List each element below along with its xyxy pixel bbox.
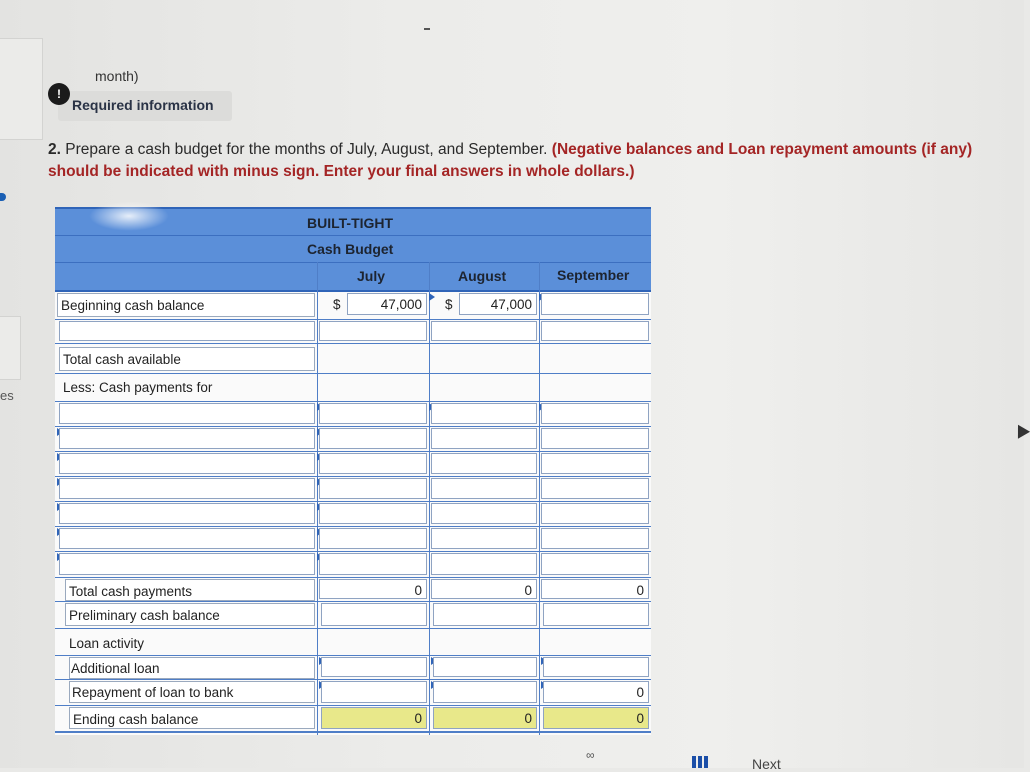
additional-loan-july-input[interactable] [321,657,427,677]
payment-label-input[interactable] [59,453,315,474]
column-july: July [357,268,386,284]
entry-flag-icon [429,293,435,301]
left-panel-tab-2[interactable] [0,316,21,380]
beginning-cash-label: Beginning cash balance [61,298,205,313]
receipt-july-input[interactable] [319,321,427,341]
table-row [55,319,651,344]
payment-august-input[interactable] [431,403,537,424]
table-row [55,373,651,402]
payment-august-input[interactable] [431,428,537,449]
table-header-title [55,235,651,263]
payment-label-input[interactable] [59,528,315,549]
truncated-previous-text [95,64,139,73]
payment-september-input[interactable] [541,528,649,549]
payment-label-input[interactable] [59,478,315,499]
payment-july-input[interactable] [319,428,427,449]
total-cash-payments-august: 0 [431,579,537,599]
total-cash-available-label: Total cash available [63,352,181,367]
repayment-label: Repayment of loan to bank [72,685,234,700]
instruction-emphasis: (Negative balances and Loan repayment amounts (if any) should be indicated with minus sign. Enter your final answers in whole dollars.) [48,141,973,180]
preliminary-july [321,603,427,626]
ending-cash-august: 0 [433,707,537,729]
beginning-cash-september-input[interactable] [541,293,649,315]
table-row [55,705,651,733]
total-cash-payments-label: Total cash payments [69,584,193,599]
table-row [55,526,651,552]
cash-budget-table [55,207,651,735]
payment-august-input[interactable] [431,503,537,524]
link-icon[interactable]: ∞ [586,748,595,762]
budget-title: Cash Budget [307,241,394,257]
instruction-text [48,139,1024,183]
receipt-september-input[interactable] [541,321,649,341]
payment-july-input[interactable] [319,553,427,575]
left-panel-text: es [0,388,14,403]
payment-august-input[interactable] [431,553,537,575]
ending-cash-july: 0 [321,707,427,729]
table-row [55,501,651,527]
additional-loan-august-input[interactable] [433,657,537,677]
repayment-august-input[interactable] [433,681,537,703]
payment-september-input[interactable] [541,453,649,474]
additional-loan-label: Additional loan [71,661,160,676]
table-row [55,401,651,427]
table-row [55,291,651,320]
table-row [55,577,651,602]
payment-label-input[interactable] [59,553,315,575]
additional-loan-september-input[interactable] [543,657,649,677]
top-mark [424,28,430,30]
ending-cash-balance-label: Ending cash balance [73,712,199,727]
loan-activity-label: Loan activity [69,636,145,651]
payment-july-input[interactable] [319,503,427,524]
payment-label-input[interactable] [59,428,315,449]
table-row [55,601,651,629]
less-cash-payments-label: Less: Cash payments for [63,380,213,395]
total-cash-payments-july: 0 [319,579,427,599]
table-header-company [55,207,651,236]
payment-july-input[interactable] [319,453,427,474]
payment-july-input[interactable] [319,403,427,424]
ending-cash-september: 0 [543,707,649,729]
table-row [55,679,651,706]
table-row [55,451,651,477]
total-cash-payments-september: 0 [541,579,649,599]
currency-symbol: $ [445,297,453,312]
payment-september-input[interactable] [541,503,649,524]
table-row [55,426,651,452]
payment-august-input[interactable] [431,453,537,474]
currency-symbol: $ [333,297,341,312]
receipt-label-input[interactable] [59,321,315,341]
preliminary-august [433,603,537,626]
preliminary-cash-balance-label: Preliminary cash balance [69,608,220,623]
alert-icon: ! [48,83,70,105]
table-row [55,655,651,680]
table-row [55,551,651,578]
preliminary-september [543,603,649,626]
table-header-columns [55,262,651,292]
payment-label-input[interactable] [59,503,315,524]
receipt-august-input[interactable] [431,321,537,341]
column-august: August [458,268,507,284]
grid-icon[interactable] [692,756,708,768]
table-row [55,476,651,502]
company-name: BUILT-TIGHT [307,215,394,231]
beginning-cash-august-input[interactable]: 47,000 [459,293,537,315]
repayment-july-input[interactable] [321,681,427,703]
screen-glare [89,201,169,231]
beginning-cash-july-input[interactable]: 47,000 [347,293,427,315]
payment-august-input[interactable] [431,528,537,549]
payment-september-input[interactable] [541,403,649,424]
next-button[interactable]: Next [752,756,781,772]
left-panel-tab[interactable] [0,38,43,140]
payment-august-input[interactable] [431,478,537,499]
instruction-main: Prepare a cash budget for the months of July, August, and September. [65,141,548,158]
question-number: 2. [48,141,61,158]
column-september: September [557,267,630,283]
payment-july-input[interactable] [319,478,427,499]
repayment-september-input[interactable]: 0 [543,681,649,703]
required-info-label[interactable]: Required information [72,97,214,113]
table-row [55,628,651,656]
payment-september-input[interactable] [541,428,649,449]
payment-september-input[interactable] [541,553,649,575]
table-row [55,343,651,374]
payment-september-input[interactable] [541,478,649,499]
payment-july-input[interactable] [319,528,427,549]
payment-label-input[interactable] [59,403,315,424]
